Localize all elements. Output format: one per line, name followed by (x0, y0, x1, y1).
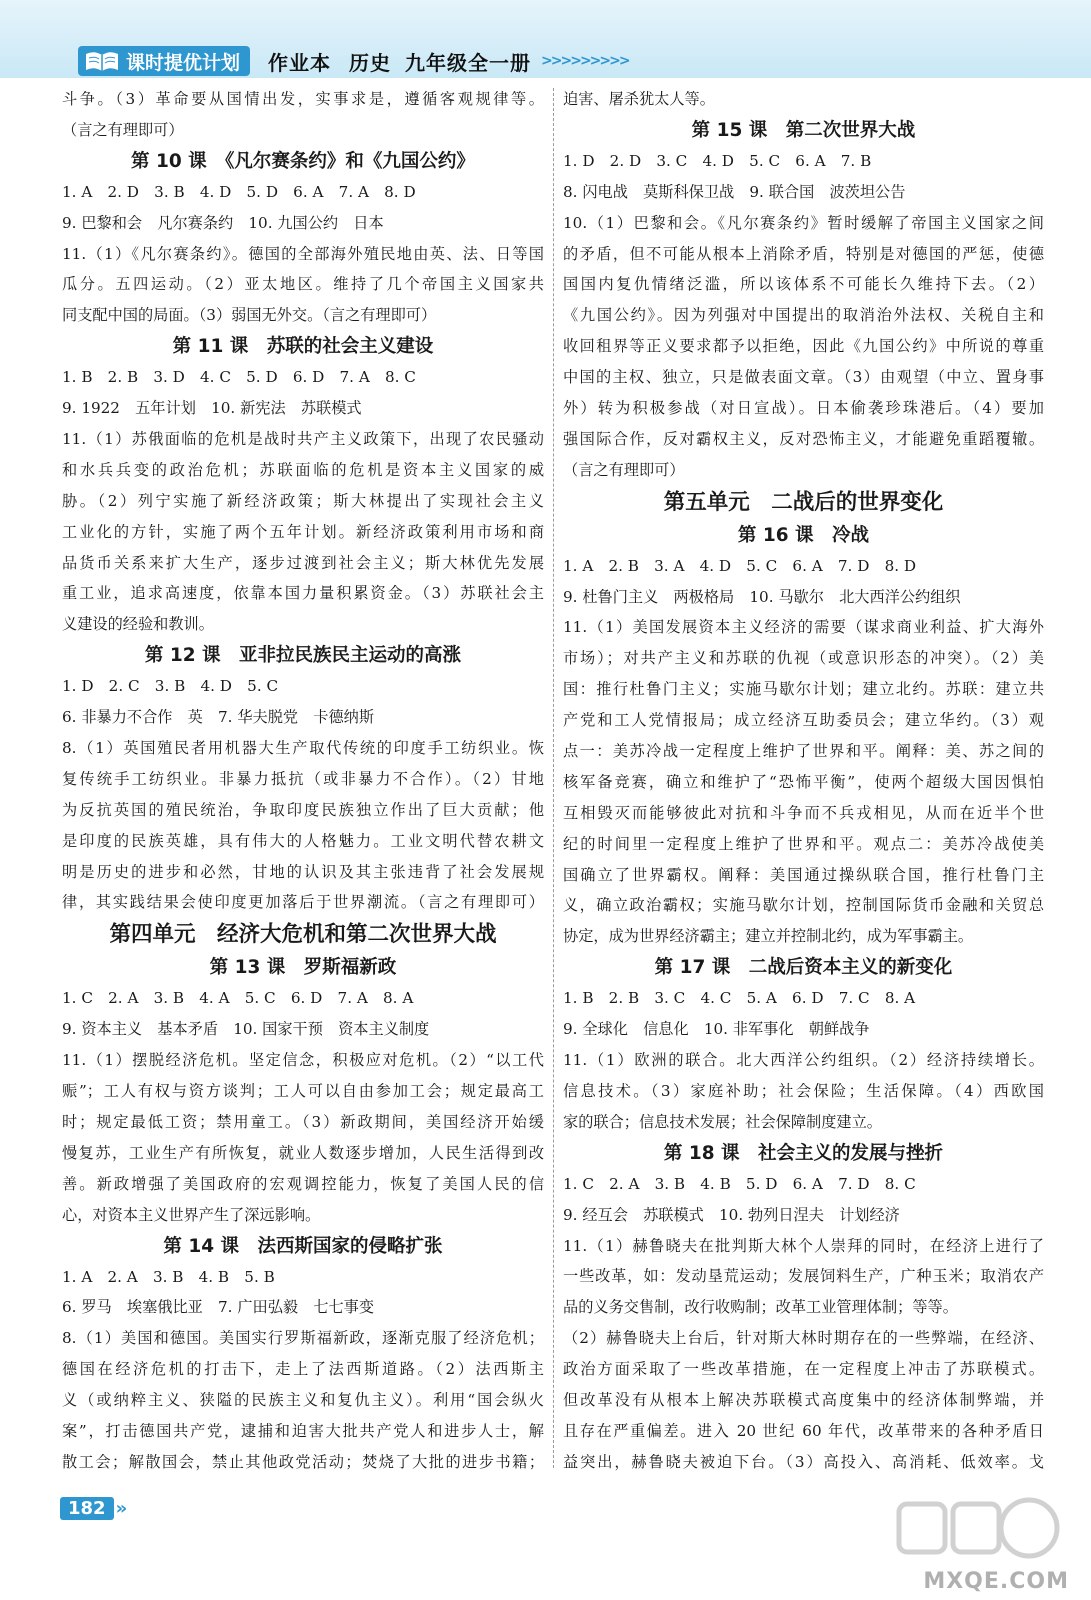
answer-line: 11.（1）苏俄面临的危机是战时共产主义政策下，出现了农民骚动 (62, 430, 544, 449)
answer-line: 瓜分。五四运动。（2）亚太地区。维持了几个帝国主义国家共 (62, 275, 544, 294)
answer-line: 胁。（2）列宁实施了新经济政策；斯大林提出了实现社会主义 (62, 491, 544, 510)
answer-line: 散工会；解散国会，禁止其他政党活动；焚烧了大批的进步书籍； (62, 1452, 544, 1471)
answer-line: 1. D 2. C 3. B 4. D 5. C (62, 677, 279, 696)
answer-line: 和水兵兵变的政治危机；苏联面临的危机是资本主义国家的威 (62, 460, 544, 479)
answer-line: （言之有理即可） (62, 120, 184, 139)
answer-line: 产党和工人党情报局；成立经济互助委员会；建立华约。（3）观 (563, 711, 1044, 730)
left-column (62, 84, 544, 1478)
answer-line: 明是历史的进步和必然，甘地的认识及其主张违背了社会发展规 (62, 862, 544, 881)
answer-line: 斗争。（3）革命要从国情出发，实事求是，遵循客观规律等。 (62, 90, 544, 108)
answer-line: 迫害、屠杀犹太人等。 (563, 90, 715, 108)
subject-name: 历史 (349, 50, 392, 75)
answer-line: 1. C 2. A 3. B 4. A 5. C 6. D 7. A 8. A (62, 989, 414, 1008)
lesson-heading: 第 10 课 《凡尔赛条约》和《九国公约》 (131, 150, 475, 172)
answer-line: 案”，打击德国共产党，逮捕和迫害大批共产党人和进步人士，解 (62, 1421, 544, 1440)
answer-line: 8. 闪电战 莫斯科保卫战 9. 联合国 波茨坦公告 (563, 182, 906, 201)
answer-line: 1. B 2. B 3. C 4. C 5. A 6. D 7. C 8. A (563, 989, 916, 1008)
answer-line: 互相毁灭而能够彼此对抗和斗争而不兵戎相见，从而在近半个世 (563, 803, 1044, 822)
answer-line: 1. A 2. A 3. B 4. B 5. B (62, 1267, 275, 1286)
answer-line: 工业化的方针，实施了两个五年计划。新经济政策利用市场和商 (62, 522, 544, 541)
answer-line: 国：推行杜鲁门主义；实施马歇尔计划；建立北约。苏联：建立共 (563, 680, 1044, 699)
answer-line: 国国内复仇情绪泛滥，所以该体系不可能长久维持下去。（2） (563, 275, 1044, 294)
answer-line: 品货币关系来扩大生产，逐步过渡到社会主义；斯大林优先发展 (62, 553, 544, 572)
answer-line: 点一：美苏冷战一定程度上维护了世界和平。阐释：美、苏之间的 (563, 742, 1044, 761)
logo-text: 课时提优计划 (126, 51, 241, 74)
answer-line: 义（或纳粹主义、狭隘的民族主义和复仇主义）。利用“国会纵火 (62, 1391, 544, 1410)
grade-name: 九年级全一册 (405, 50, 532, 75)
answer-line: 同支配中国的局面。（3）弱国无外交。（言之有理即可） (62, 306, 437, 325)
answer-line: 核军备竞赛，确立和维护了“恐怖平衡”，使两个超级大国因惧怕 (563, 772, 1044, 791)
answer-line: 心，对资本主义世界产生了深远影响。 (62, 1205, 321, 1224)
answer-line: 善。新政增强了美国政府的宏观调控能力，恢复了美国人民的信 (62, 1174, 544, 1193)
answer-line: 9. 杜鲁门主义 两极格局 10. 马歇尔 北大西洋公约组织 (563, 587, 961, 606)
answer-line: 为反抗英国的殖民统治，争取印度民族独立作出了巨大贡献；他 (62, 800, 544, 819)
lesson-heading: 第 17 课 二战后资本主义的新变化 (654, 957, 953, 979)
answer-line: 义建设的经验和教训。 (62, 615, 214, 634)
answer-line: 6. 非暴力不合作 英 7. 华夫脱党 卡德纳斯 (62, 708, 375, 727)
answer-line: 9. 巴黎和会 凡尔赛条约 10. 九国公约 日本 (62, 213, 384, 232)
page-number-label: 182 (60, 1497, 114, 1520)
answer-line: 1. C 2. A 3. B 4. B 5. D 6. A 7. D 8. C (563, 1174, 916, 1193)
right-column (563, 84, 1044, 1478)
answer-line: 强国际合作，反对霸权主义，反对恐怖主义，才能避免重蹈覆辙。 (563, 429, 1044, 448)
answer-line: 重工业，追求高速度，依靠本国力量积累资金。（3）苏联社会主 (62, 584, 544, 603)
open-book-icon (84, 49, 120, 73)
answer-line: 家的联合；信息技术发展；社会保障制度建立。 (563, 1112, 882, 1131)
unit-heading: 第五单元 二战后的世界变化 (663, 489, 944, 515)
answer-line: 9. 全球化 信息化 10. 非军事化 朝鲜战争 (563, 1020, 870, 1039)
answer-line: 德国在经济危机的打击下，走上了法西斯道路。（2）法西斯主 (62, 1360, 544, 1379)
page-number (60, 1494, 127, 1522)
answer-line: 8.（1）英国殖民者用机器大生产取代传统的印度手工纺织业。恢 (62, 739, 544, 758)
lesson-heading: 第 11 课 苏联的社会主义建设 (172, 336, 434, 358)
column-divider (553, 88, 554, 1468)
header (78, 44, 629, 78)
answer-line: 政治方面采取了一些改革措施，在一定程度上冲击了苏联模式。 (563, 1360, 1044, 1379)
series-logo (78, 46, 250, 76)
answer-line: 9. 经互会 苏联模式 10. 勃列日涅夫 计划经济 (563, 1205, 900, 1224)
answer-line: 品的义务交售制，改行收购制；改革工业管理体制；等等。 (563, 1298, 958, 1317)
answer-line: 中国的主权、独立，只是做表面文章。（3）由观望（中立、置身事 (563, 368, 1044, 387)
answer-line: 一些改革，如：发动垦荒运动；发展饲料生产，广种玉米；取消农产 (563, 1267, 1044, 1286)
answer-line: 11.（1）赫鲁晓夫在批判斯大林个人崇拜的同时，在经济上进行了 (563, 1236, 1044, 1255)
answer-line: 1. D 2. D 3. C 4. D 5. C 6. A 7. B (563, 151, 872, 170)
answer-line: 赈”；工人有权与资方谈判；工人可以自由参加工会；规定最高工 (62, 1082, 544, 1101)
answer-line: 1. A 2. B 3. A 4. D 5. C 6. A 7. D 8. D (563, 556, 917, 575)
answer-line: 《九国公约》。因为列强对中国提出的取消治外法权、关税自主和 (563, 306, 1044, 325)
answer-line: 时；规定最低工资；禁用童工。（3）新政期间，美国经济开始缓 (62, 1112, 544, 1131)
answer-line: 但改革没有从根本上解决苏联模式高度集中的经济体制弊端，并 (563, 1390, 1044, 1409)
answer-line: 收回租界等正义要求都予以拒绝，因此《九国公约》中所说的尊重 (563, 337, 1044, 356)
chevron-decoration: >>>>>>>>> (541, 53, 629, 69)
watermark-text: MXQE.COM (923, 1569, 1069, 1594)
answer-line: 市场）；对共产主义和苏联的仇视（或意识形态的冲突）。（2）美 (563, 649, 1044, 668)
lesson-heading: 第 15 课 第二次世界大战 (691, 119, 916, 141)
watermark-logo (889, 1490, 1069, 1580)
answer-line: 国确立了世界霸权。阐释：美国通过操纵联合国，推行杜鲁门主 (563, 865, 1044, 884)
answer-line: 的矛盾，但不可能从根本上消除矛盾，特别是对德国的严惩，使德 (563, 244, 1044, 263)
answer-line: 外）转为积极参战（对日宣战）。日本偷袭珍珠港后。（4）要加 (563, 399, 1044, 418)
answer-line: 1. A 2. D 3. B 4. D 5. D 6. A 7. A 8. D (62, 182, 416, 201)
answer-line: 复传统手工纺织业。非暴力抵抗（或非暴力不合作）。（2）甘地 (62, 769, 544, 788)
answer-line: （言之有理即可） (563, 460, 685, 479)
answer-line: 11.（1）欧洲的联合。北大西洋公约组织。（2）经济持续增长。 (563, 1051, 1044, 1070)
answer-line: 信息技术。（3）家庭补助；社会保险；生活保障。（4）西欧国 (563, 1081, 1044, 1100)
double-chevron-icon: » (115, 1497, 128, 1519)
lesson-heading: 第 14 课 法西斯国家的侵略扩张 (163, 1235, 443, 1257)
answer-line: 8.（1）美国和德国。美国实行罗斯福新政，逐渐克服了经济危机； (62, 1329, 544, 1348)
answer-line: 义，确立政治霸权；实施马歇尔计划，控制国际货币金融和关贸总 (563, 896, 1044, 915)
unit-heading: 第四单元 经济大危机和第二次世界大战 (109, 922, 497, 948)
answer-line: 且存在严重偏差。进入 20 世纪 60 年代，改革带来的各种矛盾日 (563, 1421, 1044, 1440)
series-name: 作业本 (268, 50, 332, 75)
answer-line: 9. 资本主义 基本矛盾 10. 国家干预 资本主义制度 (62, 1020, 430, 1039)
answer-line: 1. B 2. B 3. D 4. C 5. D 6. D 7. A 8. C (62, 368, 416, 387)
answer-line: 慢复苏，工业生产有所恢复，就业人数逐步增加，人民生活得到改 (62, 1143, 544, 1162)
answer-line: 11.（1）美国发展资本主义经济的需要（谋求商业利益、扩大海外 (563, 618, 1044, 637)
lesson-heading: 第 13 课 罗斯福新政 (209, 957, 397, 979)
answer-line: （2）赫鲁晓夫上台后，针对斯大林时期存在的一些弊端，在经济、 (563, 1329, 1044, 1348)
lesson-heading: 第 16 课 冷战 (737, 524, 870, 546)
answer-line: 是印度的民族英雄，具有伟大的人格魅力。工业文明代替农耕文 (62, 831, 544, 850)
answer-line: 9. 1922 五年计划 10. 新宪法 苏联模式 (62, 399, 362, 418)
answer-line: 益突出，赫鲁晓夫被迫下台。（3）高投入、高消耗、低效率。戈 (563, 1452, 1044, 1471)
answer-line: 10.（1）巴黎和会。《凡尔赛条约》暂时缓解了帝国主义国家之间 (563, 213, 1044, 232)
answer-line: 律，其实践结果会使印度更加落后于世界潮流。（言之有理即可） (62, 893, 544, 912)
answer-line: 纪的时间里一定程度上维护了世界和平。观点二：美苏冷战使美 (563, 834, 1044, 853)
answer-line: 协定，成为世界经济霸主；建立并控制北约，成为军事霸主。 (563, 927, 974, 946)
answer-line: 6. 罗马 埃塞俄比亚 7. 广田弘毅 七七事变 (62, 1298, 375, 1317)
lesson-heading: 第 18 课 社会主义的发展与挫折 (663, 1142, 944, 1164)
answer-line: 11.（1）《凡尔赛条约》。德国的全部海外殖民地由英、法、日等国 (62, 244, 544, 263)
lesson-heading: 第 12 课 亚非拉民族民主运动的高涨 (144, 645, 462, 667)
answer-line: 11.（1）摆脱经济危机。坚定信念，积极应对危机。（2）“以工代 (62, 1051, 544, 1070)
